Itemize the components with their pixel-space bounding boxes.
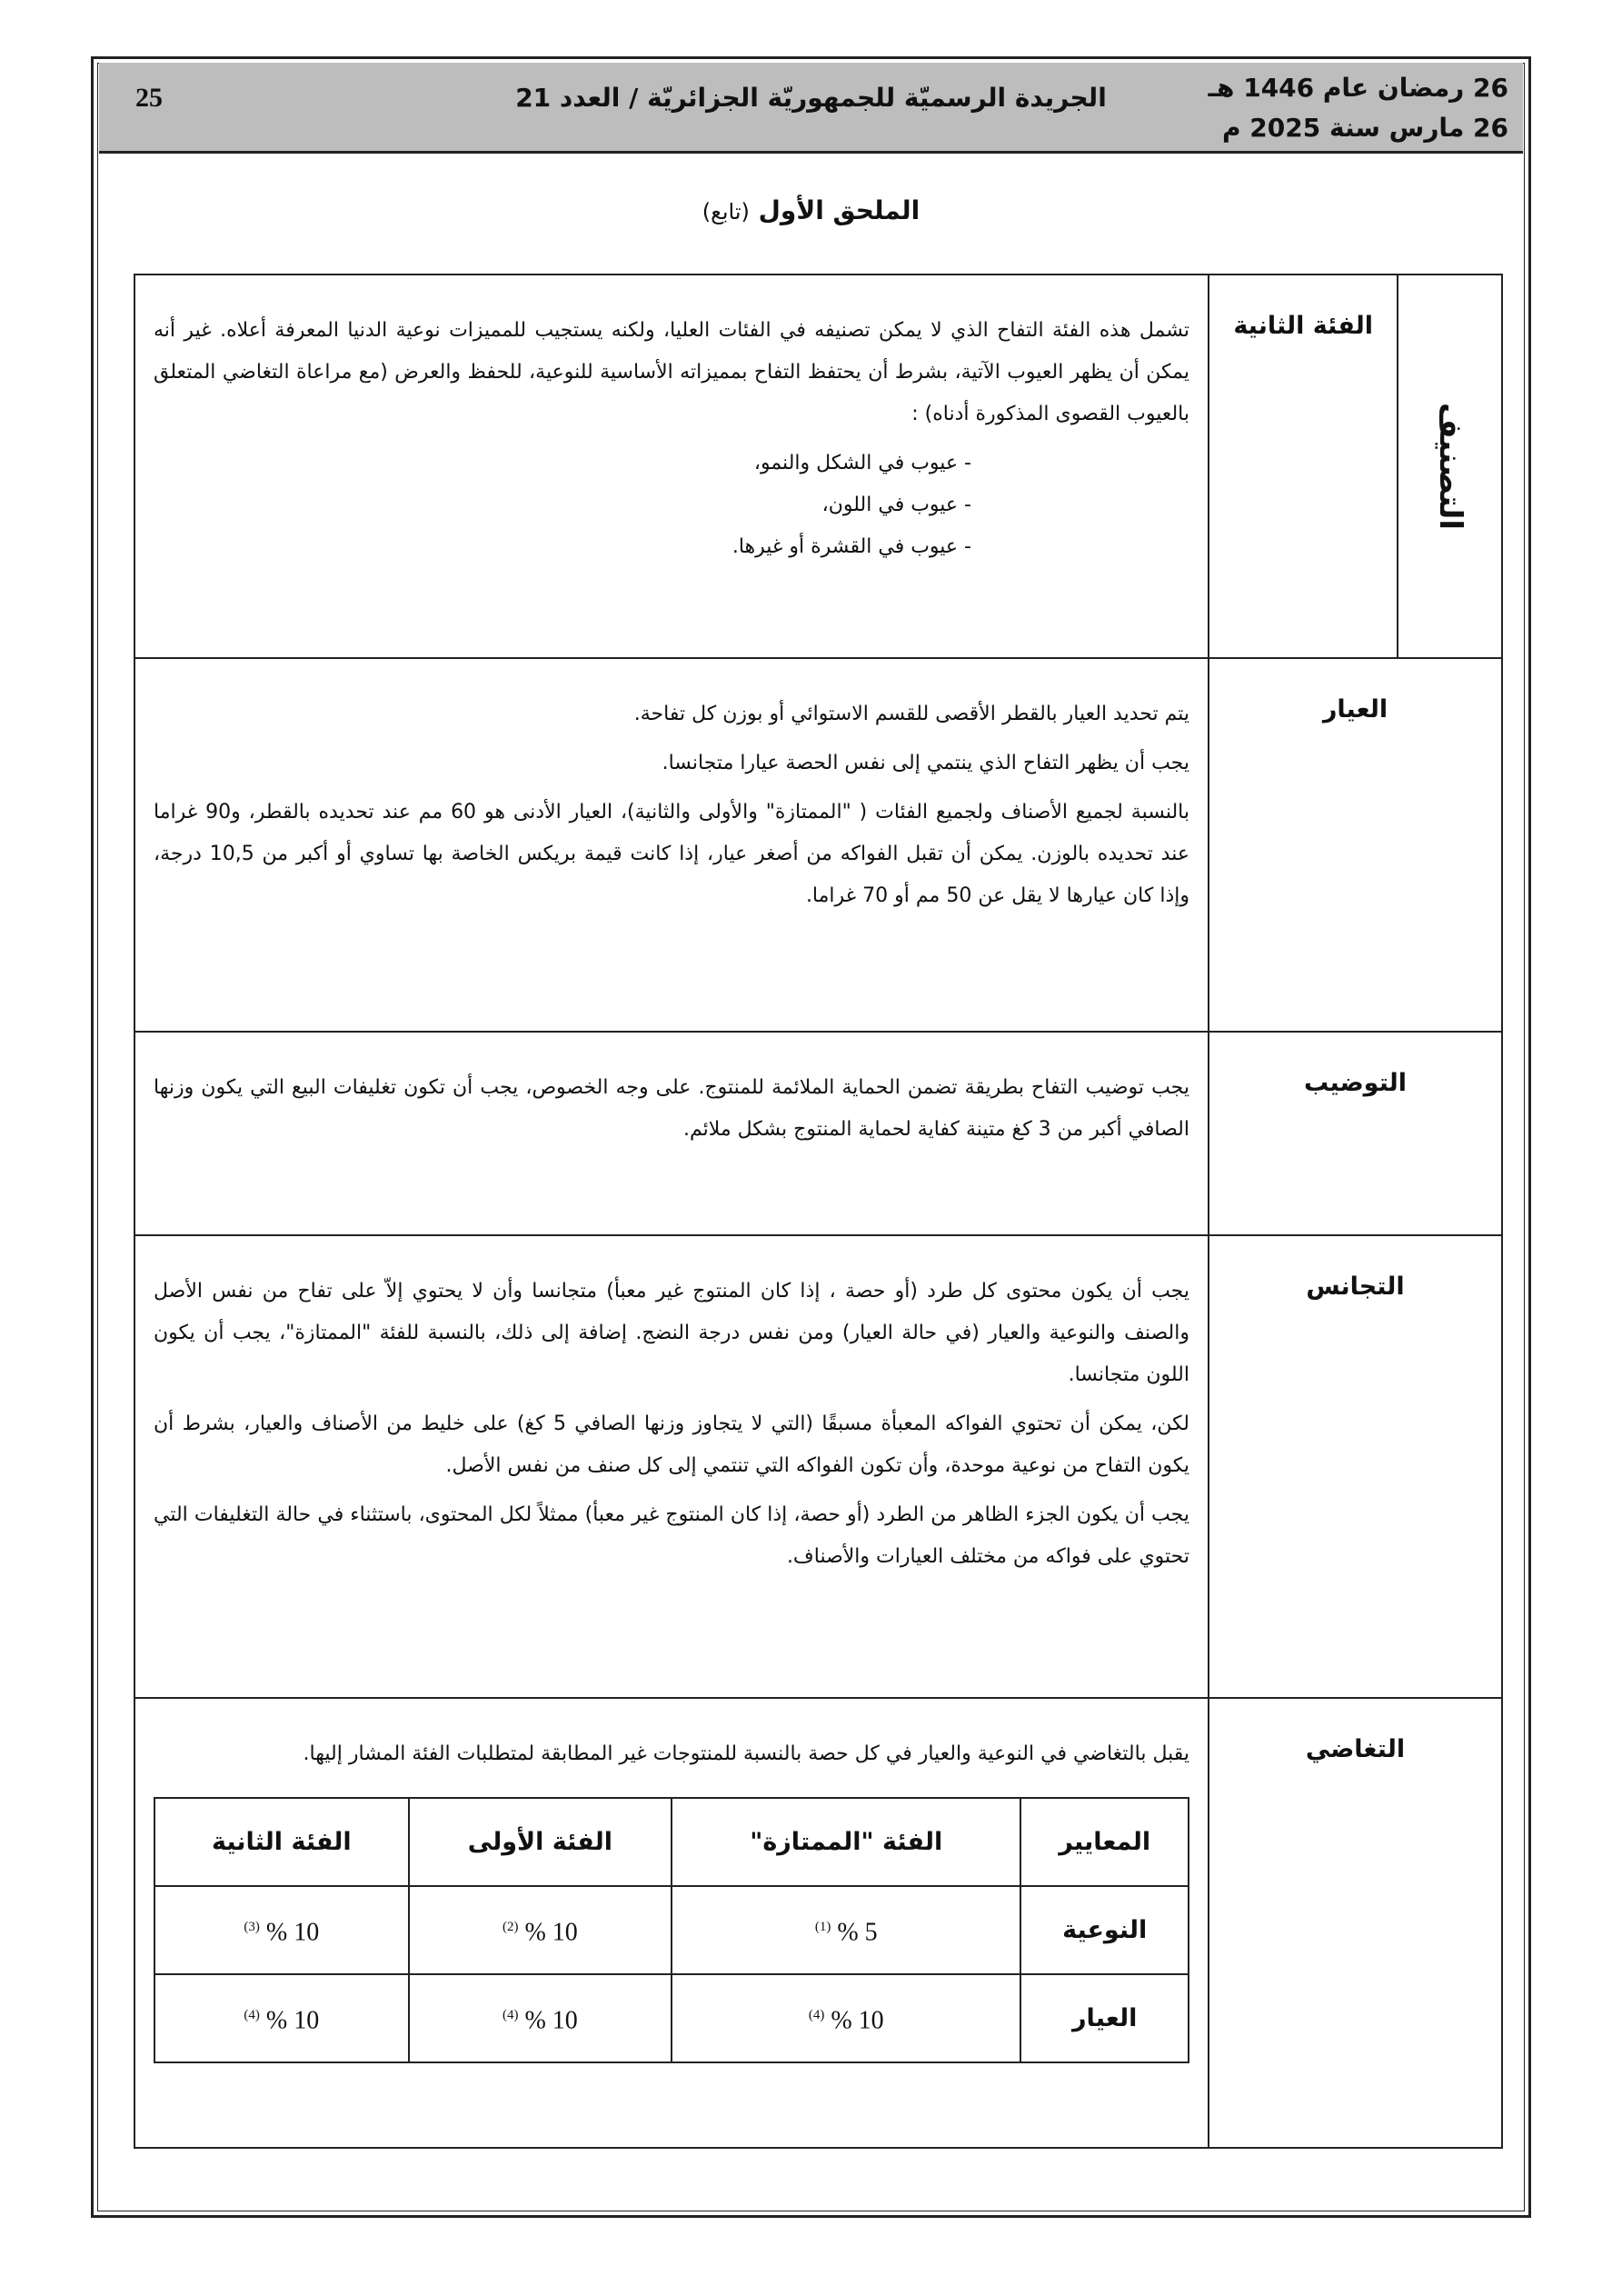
- packaging-label: التوضيب: [1209, 1032, 1502, 1235]
- paragraph: بالنسبة لجميع الأصناف ولجميع الفئات ( "الممتازة" والأولى والثانية)، العيار الأدنى هو 60 مم عند تحديده بالقطر، و90 غراما عند تحديده بالوزن. يمكن أن تقبل الفواكه من أصغر عيار، إذا كانت قيمة بريكس الخاصة بها تساوي أو أكبر من 10,5 درجة، وإذا كان عيارها لا يقل عن 50 مم أو 70 غراما.: [154, 801, 1189, 907]
- tolerance-header-row: [154, 1798, 1189, 1886]
- value: 5 %: [837, 1918, 878, 1947]
- paragraph: يتم تحديد العيار بالقطر الأقصى للقسم الاستوائي أو بوزن كل تفاحة.: [633, 703, 1189, 725]
- table-cell: [409, 1974, 672, 2062]
- table-cell: [672, 1886, 1020, 1974]
- paragraph: لكن، يمكن أن تحتوي الفواكه المعبأة مسبقًا (التي لا يتجاوز وزنها الصافي 5 كغ) على خليط من الأصناف والعيار، بشرط أن يكون التفاح من نوعية موحدة، وأن تكون الفواكه التي تنتمي إلى كل صنف من نفس الأصل.: [154, 1413, 1189, 1477]
- defect-item: - عيوب في القشرة أو غيرها.: [731, 535, 971, 558]
- annex-title: [94, 195, 1528, 225]
- table-row: [154, 1886, 1189, 1974]
- class-two-content: [134, 275, 1209, 658]
- table-cell: [672, 1974, 1020, 2062]
- footnote-ref: (4): [808, 2008, 825, 2023]
- footnote-ref: (1): [814, 1920, 831, 1935]
- class-two-label: الفئة الثانية: [1209, 275, 1398, 658]
- annex-suffix: (تابع): [702, 199, 750, 225]
- classification-cell: [1398, 275, 1502, 658]
- uniformity-content: [134, 1235, 1209, 1698]
- table-cell: [154, 1974, 409, 2062]
- class-two-text: تشمل هذه الفئة التفاح الذي لا يمكن تصنيفه في الفئات العليا، ولكنه يستجيب للمميزات نوعية الدنيا المعرفة أعلاه. غير أنه يمكن أن يظهر العيوب الآتية، بشرط أن يحتفظ التفاح بمميزاته الأساسية للنوعية، للحفظ والعرض (مع مراعاة التغاضي المتعلق بالعيوب القصوى المذكورة أدناه) :: [154, 319, 1189, 425]
- row-sizing: [134, 658, 1502, 1032]
- value: 10 %: [524, 2006, 578, 2035]
- tolerance-content: [134, 1698, 1209, 2148]
- page-header: [99, 63, 1523, 154]
- value: 10 %: [265, 2006, 320, 2035]
- header-cell: الفئة الأولى: [409, 1798, 672, 1886]
- sizing-label: العيار: [1209, 658, 1502, 1032]
- date-hijri: 26 رمضان عام 1446 هـ: [1208, 73, 1508, 103]
- row-label: النوعية: [1020, 1886, 1189, 1974]
- table-cell: [154, 1886, 409, 1974]
- tolerance-label: التغاضي: [1209, 1698, 1502, 2148]
- tolerance-table: [154, 1797, 1189, 2063]
- header-cell: الفئة الثانية: [154, 1798, 409, 1886]
- uniformity-label: التجانس: [1209, 1235, 1502, 1698]
- page-number: 25: [135, 83, 163, 113]
- table-cell: [409, 1886, 672, 1974]
- paragraph: يجب أن يظهر التفاح الذي ينتمي إلى نفس الحصة عيارا متجانسا.: [662, 752, 1189, 774]
- row-tolerance: [134, 1698, 1502, 2148]
- footnote-ref: (4): [244, 2008, 260, 2023]
- header-cell: الفئة "الممتازة": [672, 1798, 1020, 1886]
- row-packaging: [134, 1032, 1502, 1235]
- standards-table: [134, 274, 1503, 2149]
- paragraph: يجب توضيب التفاح بطريقة تضمن الحماية الملائمة للمنتوج. على وجه الخصوص، يجب أن تكون تغليفات البيع التي يكون وزنها الصافي أكبر من 3 كغ متينة كفاية لحماية المنتوج بشكل ملائم.: [154, 1076, 1189, 1141]
- footnote-ref: (3): [244, 1920, 260, 1935]
- footnote-ref: (4): [502, 2008, 519, 2023]
- classification-label: التصنيف: [1431, 402, 1468, 531]
- row-uniformity: [134, 1235, 1502, 1698]
- header-cell: المعايير: [1020, 1798, 1189, 1886]
- sizing-content: [134, 658, 1209, 1032]
- defect-item: - عيوب في الشكل والنمو،: [753, 452, 971, 474]
- issue-date: [1208, 68, 1508, 148]
- value: 10 %: [524, 1918, 578, 1947]
- defect-item: - عيوب في اللون،: [821, 494, 971, 516]
- row-label: العيار: [1020, 1974, 1189, 2062]
- value: 10 %: [265, 1918, 320, 1947]
- annex-title-text: الملحق الأول: [758, 195, 920, 225]
- page-frame: [91, 56, 1531, 2218]
- value: 10 %: [831, 2006, 884, 2035]
- tolerance-text: يقبل بالتغاضي في النوعية والعيار في كل حصة بالنسبة للمنتوجات غير المطابقة لمتطلبات الفئة المشار إليها.: [303, 1742, 1189, 1765]
- date-gregorian: 26 مارس سنة 2025 م: [1222, 113, 1508, 143]
- row-classification: [134, 275, 1502, 658]
- footnote-ref: (2): [502, 1920, 519, 1935]
- table-row: [154, 1974, 1189, 2062]
- packaging-content: [134, 1032, 1209, 1235]
- paragraph: يجب أن يكون الجزء الظاهر من الطرد (أو حصة، إذا كان المنتوج غير معبأ) ممثلاً لكل المحتوى، باستثناء في حالة التغليفات التي تحتوي على فواكه من مختلف العيارات والأصناف.: [154, 1503, 1189, 1568]
- paragraph: يجب أن يكون محتوى كل طرد (أو حصة ، إذا كان المنتوج غير معبأ) متجانسا وأن لا يحتوي إلاّ على تفاح من نفس الأصل والصنف والنوعية والعيار (في حالة العيار) ومن نفس درجة النضج. إضافة إلى ذلك، بالنسبة للفئة "الممتازة"، يجب أن يكون اللون متجانسا.: [154, 1280, 1189, 1386]
- gazette-title: الجريدة الرسميّة للجمهوريّة الجزائريّة / العدد 21: [515, 83, 1107, 113]
